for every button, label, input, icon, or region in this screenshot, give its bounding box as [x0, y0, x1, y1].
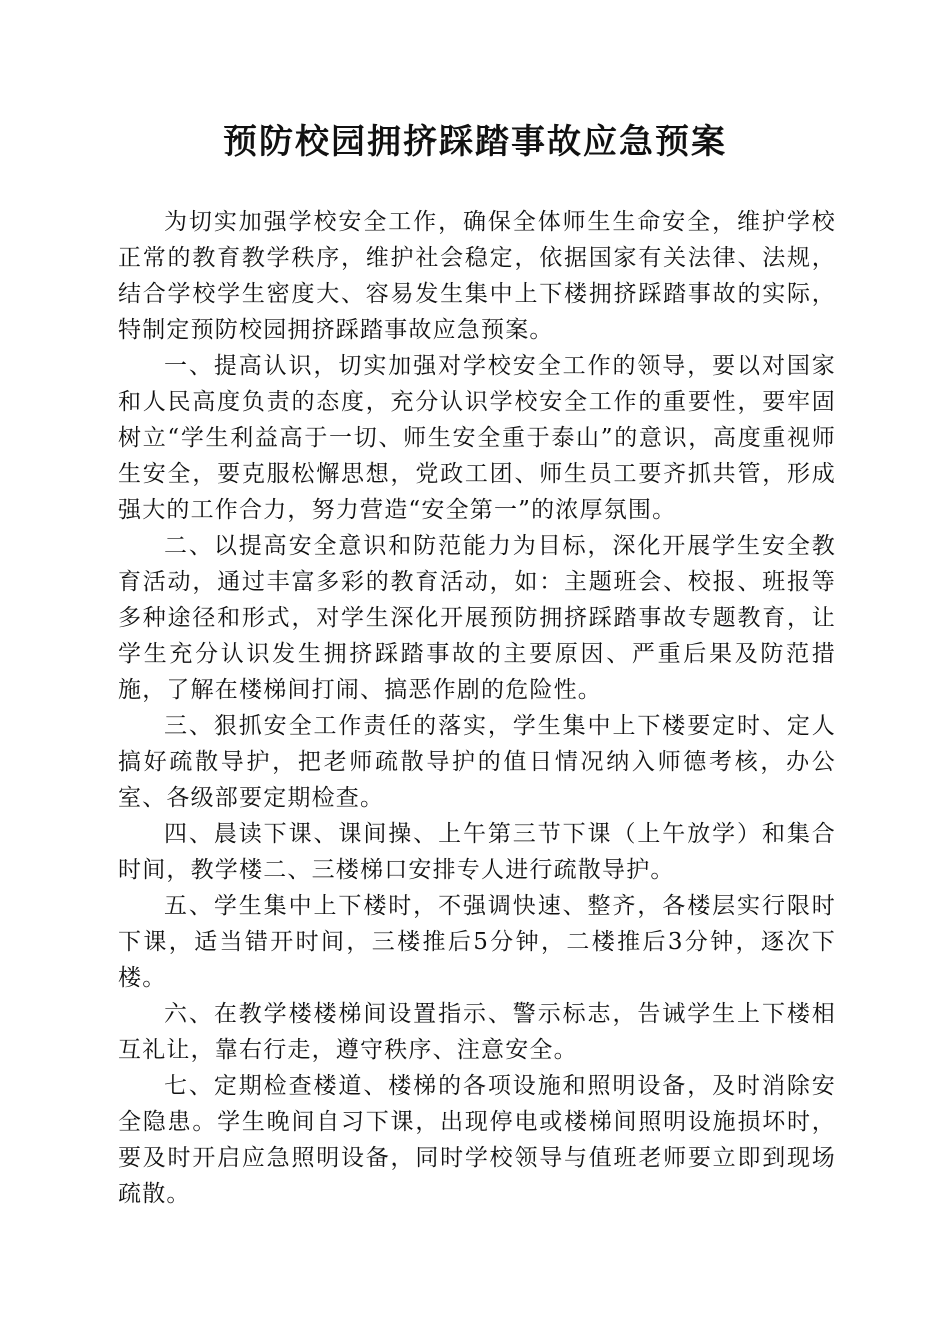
document-body — [118, 204, 836, 1212]
paragraph-item-6: 六、在教学楼楼梯间设置指示、警示标志，告诫学生上下楼相互礼让，靠右行走，遵守秩序、注意安全。 — [118, 1001, 836, 1063]
paragraph-item-2: 二、以提高安全意识和防范能力为目标，深化开展学生安全教育活动，通过丰富多彩的教育活动，如：主题班会、校报、班报等多种途径和形式，对学生深化开展预防拥挤踩踏事故专题教育，让学生充分认识发生拥挤踩踏事故的主要原因、严重后果及防范措施，了解在楼梯间打闹、搞恶作剧的危险性。 — [118, 533, 836, 703]
paragraph-item-7: 七、定期检查楼道、楼梯的各项设施和照明设备，及时消除安全隐患。学生晚间自习下课，出现停电或楼梯间照明设施损坏时，要及时开启应急照明设备，同时学校领导与值班老师要立即到现场疏散。 — [118, 1073, 836, 1207]
document-title: 预防校园拥挤踩踏事故应急预案 — [223, 122, 727, 162]
paragraph-intro: 为切实加强学校安全工作，确保全体师生生命安全，维护学校正常的教育教学秩序，维护社会稳定，依据国家有关法律、法规，结合学校学生密度大、容易发生集中上下楼拥挤踩踏事故的实际，特制定预防校园拥挤踩踏事故应急预案。 — [118, 209, 836, 343]
paragraph-item-4: 四、晨读下课、课间操、上午第三节下课（上午放学）和集合时间，教学楼二、三楼梯口安排专人进行疏散导护。 — [118, 821, 836, 883]
paragraph-item-5: 五、学生集中上下楼时，不强调快速、整齐，各楼层实行限时下课，适当错开时间，三楼推后5分钟，二楼推后3分钟，逐次下楼。 — [118, 893, 836, 991]
paragraph-item-1: 一、提高认识，切实加强对学校安全工作的领导，要以对国家和人民高度负责的态度，充分认识学校安全工作的重要性，要牢固树立“学生利益高于一切、师生安全重于泰山”的意识，高度重视师生安全，要克服松懈思想，党政工团、师生员工要齐抓共管，形成强大的工作合力，努力营造“安全第一”的浓厚氛围。 — [118, 353, 836, 523]
paragraph-item-3: 三、狠抓安全工作责任的落实，学生集中上下楼要定时、定人搞好疏散导护，把老师疏散导护的值日情况纳入师德考核，办公室、各级部要定期检查。 — [118, 713, 836, 811]
